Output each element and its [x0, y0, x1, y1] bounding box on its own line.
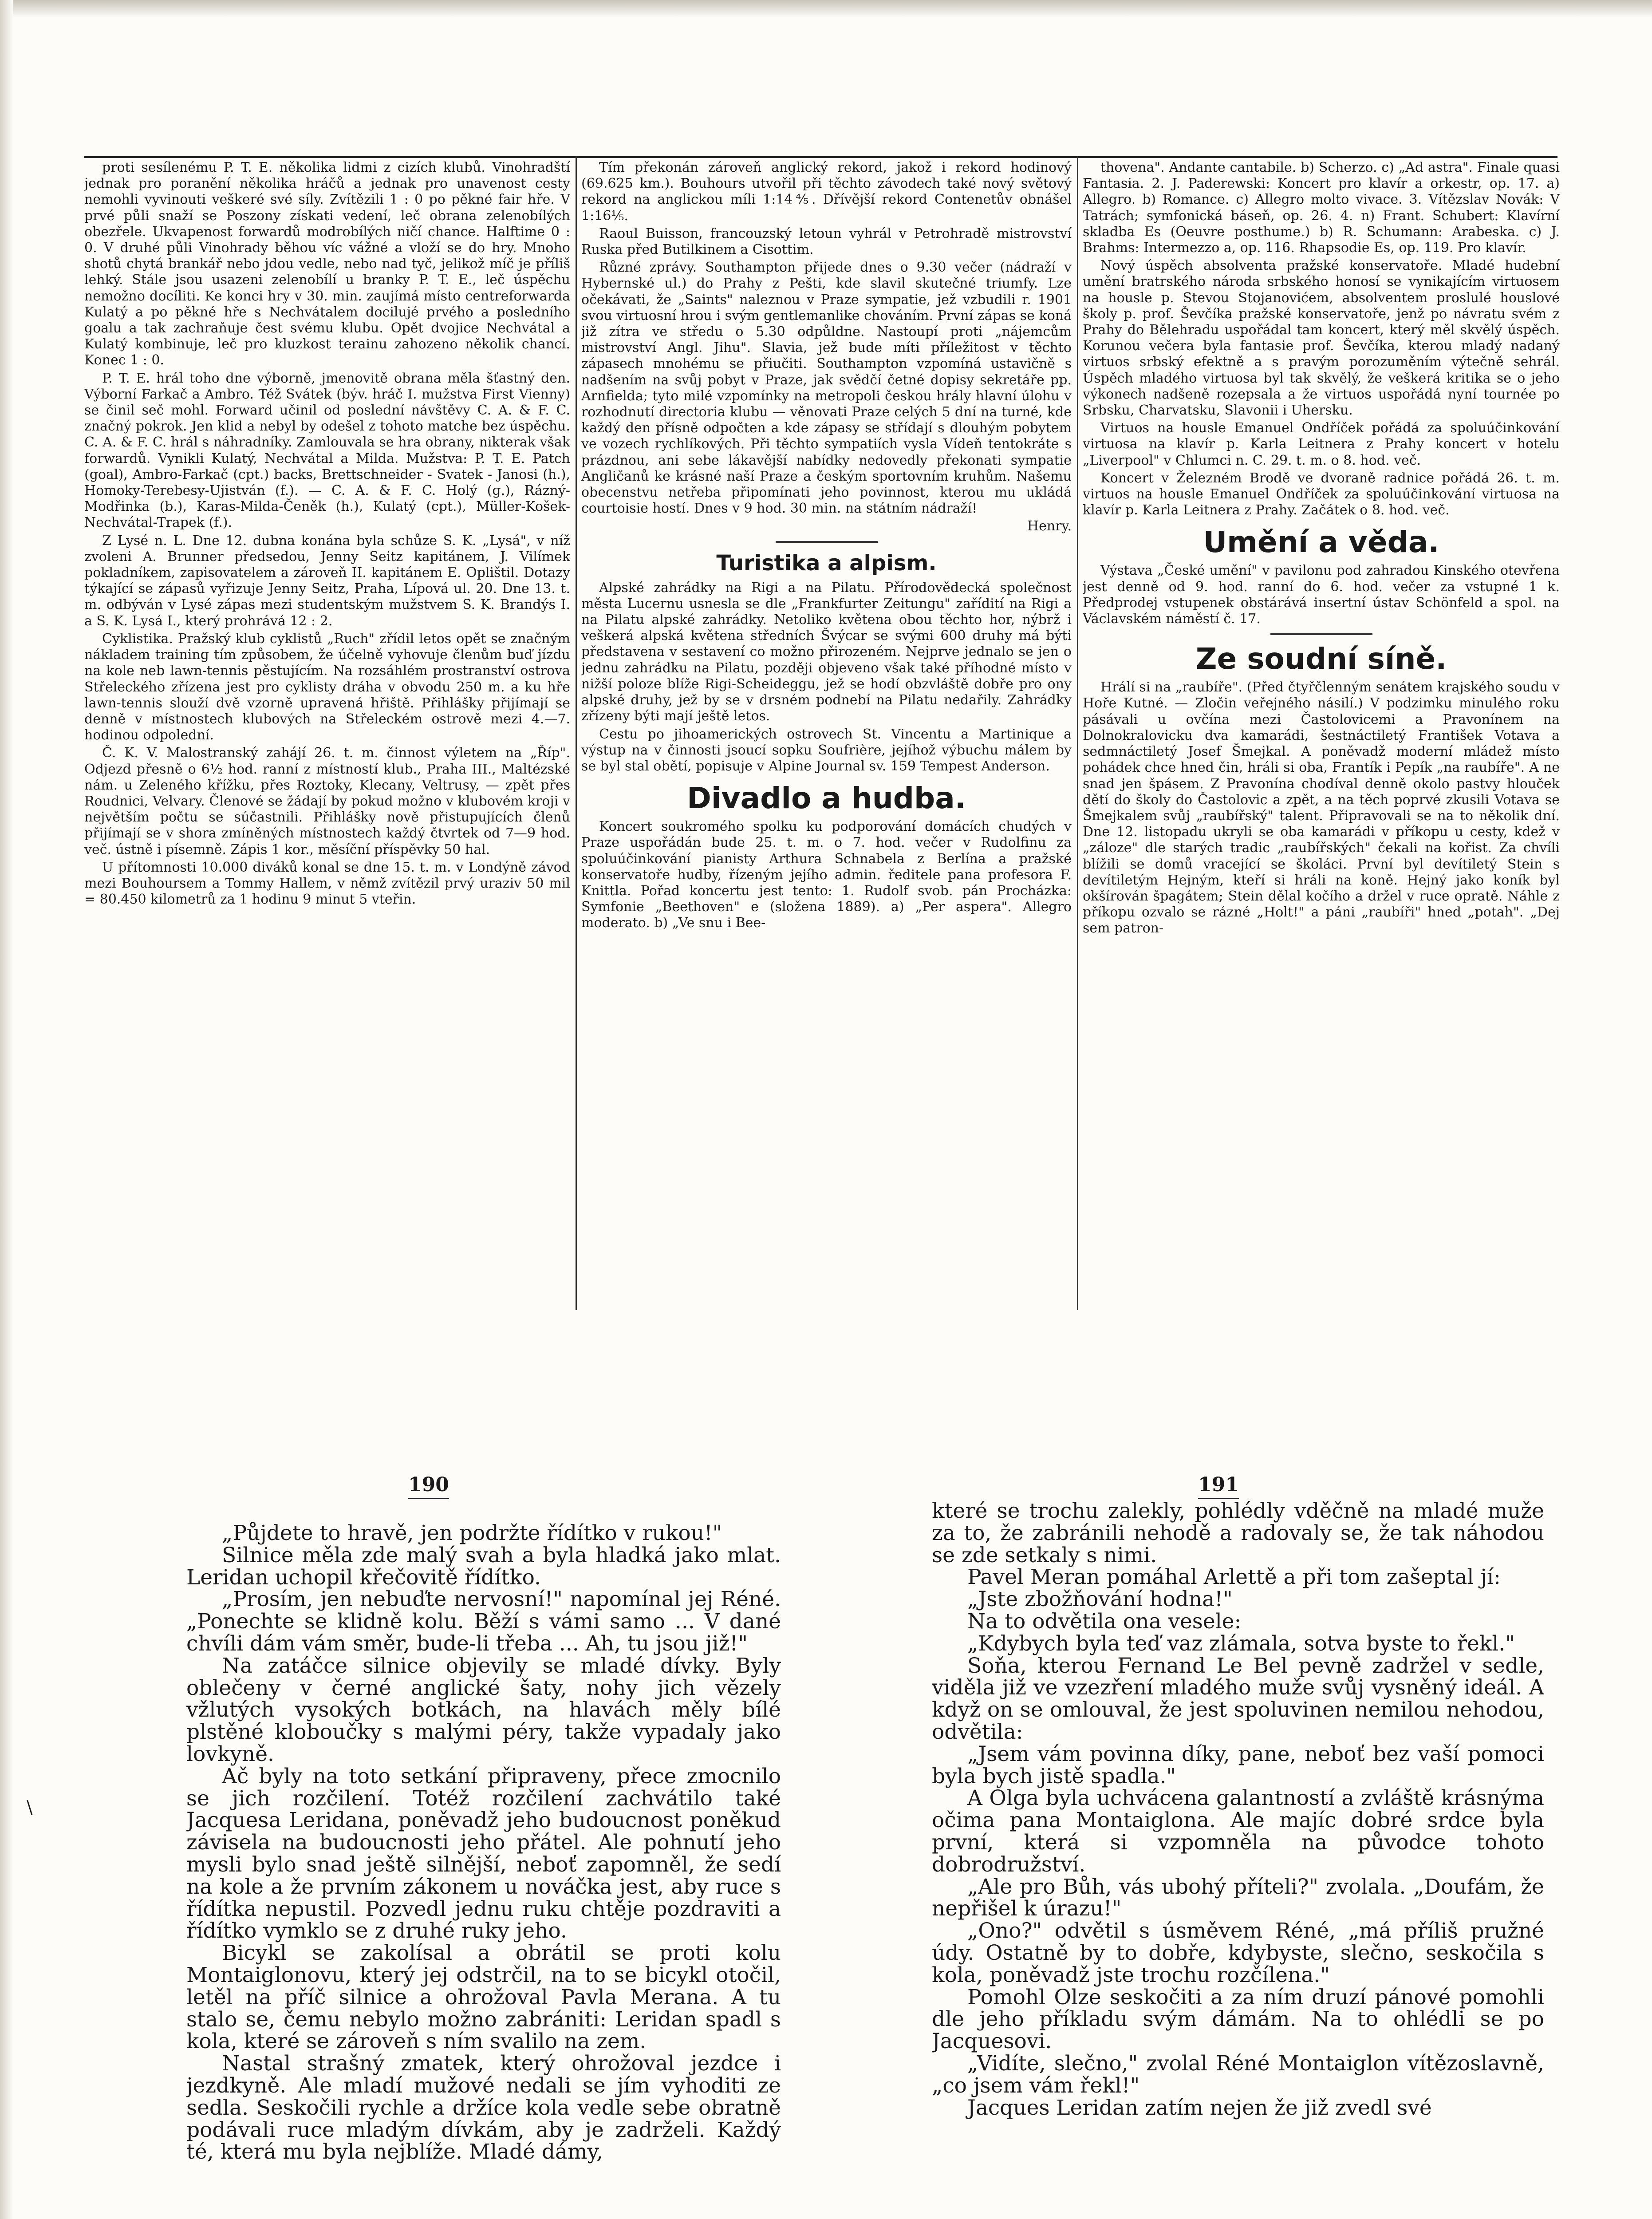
novel-paragraph: „Jste zbožňování hodna!": [967, 1587, 1233, 1612]
novel-paragraph: Ač byly na toto setkání připraveny, přece zmocnilo se jich rozčilení. Totéž rozčilení zachvátilo také Jacquesa Leridana, poněvadž jeho budoucnost poněkud závisela na budoucnosti jeho přátel. Ale pohnutí jeho mysli bylo snad ještě silnější, neboť zapomněl, že sedí na kole a že prvním zákonem u nováčka jest, aby ruce s řídítka nepustil. Pozvedl jednu ruku chtěje pozdraviti a řídítko vymklo se z druhé ruky jeho.: [186, 1764, 781, 1943]
page-number-text: 190: [408, 1473, 449, 1496]
novel-paragraph: „Jsem vám povinna díky, pane, neboť bez vaší pomoci byla bych jistě spadla.": [932, 1741, 1544, 1789]
novel-paragraph: Na to odvětila ona vesele:: [967, 1609, 1242, 1634]
novel-paragraph: „Ale pro Bůh, vás ubohý příteli?" zvolala. „Doufám, že nepřišel k úrazu!": [932, 1874, 1544, 1921]
page-number-rule: [1198, 1496, 1239, 1499]
novel-paragraph: A Olga byla uchvácena galantností a zvláště krásnýma očima pana Montaiglona. Ale majíc dobré srdce byla první, která si vzpomněla na původce tohoto dobrodružství.: [932, 1786, 1544, 1877]
margin-mark: \: [27, 1797, 33, 1818]
news-column-1: [84, 160, 570, 1309]
section-divider: [1270, 633, 1372, 635]
news-signature: Henry.: [1027, 518, 1072, 534]
novel-paragraph: „Ono?" odvětil s úsměvem Réné, „má příliš pružné údy. Ostatně by to dobře, kdybyste, slečno, seskočila s kola, poněvadž jste trochu rozčílena.": [932, 1919, 1544, 1987]
news-paragraph: Nový úspěch absolventa pražské konservatoře. Mladé hudební umění bratrského národa srbského honosí se vynikajícím virtuosem na housle p. Stevou Stojanovićem, absolventem proslulé houslové školy p. prof. Ševčíka pražské konservatoře, jenž po návratu svém z Prahy do Bělehradu uspořádal tam koncert, který měl skvělý úspěch. Korunou večera byla fantasie prof. Ševčíka, kterou mladý nadaný virtuos srbský efektně a s pravým porozuměním výtečně sehrál. Úspěch mladého virtuosa byl tak skvělý, že veškerá kritika se o jeho výkonech nadšeně rozepsala a že virtuos uspořádá nyní tournée po Srbsku, Charvatsku, Slavonii i Uhersku.: [1083, 258, 1560, 419]
news-paragraph: thovena". Andante cantabile. b) Scherzo. c) „Ad astra". Finale quasi Fantasia. 2. J. Paderewski: Koncert pro klavír a orkestr, op. 17. a) Allegro. b) Romance. c) Allegro molto vivace. 3. Vítězslav Novák: V Tatrách; symfonická báseň, op. 26. 4. n) Frant. Schubert: Klavírní skladba Es (Oeuvre posthume.) b) R. Schumann: Arabeska. c) J. Brahms: Intermezzo a, op. 116. Rhapsodie Es, op. 119. Pro klavír.: [1083, 160, 1560, 256]
novel-paragraph: Jacques Leridan zatím nejen že již zvedl své: [967, 2095, 1432, 2120]
section-heading-soud: Ze soudní síně.: [1195, 642, 1447, 676]
news-paragraph: Alpské zahrádky na Rigi a na Pilatu. Přírodovědecká společnost města Lucernu usnesla se dle „Frankfurter Zeitungu" zařídití na Rigi a na Pilatu alpské zahrádky. Netolikо květena obou těchto hor, nýbrž i veškerá alpská květena středních Švýcar se svými 600 druhy má býti představena v sestavení co možno přirozeném. Nejprve jednalo se jen o jednu zahrádku na Pilatu, později objeveno však také příhodné místo v nižší poloze blíže Rigi-Scheideggu, jež se hodí obzvláště dobře pro ony alpské druhy, jež by se v drsném podnebí na Pilatu nedařily. Zahrádky zřízeny býti mají ještě letos.: [581, 580, 1072, 724]
novel-paragraph: které se trochu zalekly, pohlédly vděčně na mladé muže za to, že zabránili nehodě a radovaly se, že tak náhodou se zde setkaly s nimi.: [932, 1500, 1544, 1568]
header-rule: [84, 156, 1557, 158]
novel-paragraph: Pomohl Olze seskočiti a za ním druzí pánové pomohli dle jeho příkladu svým dámám. Na to ohlédli se po Jacquesovi.: [932, 1985, 1544, 2054]
novel-paragraph: Na zatáčce silnice objevily se mladé dívky. Byly oblečeny v černé anglické šaty, nohy jich vězely vžlutých vysokých botkách, na hlavách měly bílé plstěné kloboučky s malými péry, takže vypadaly jako lovkyně.: [186, 1653, 781, 1766]
news-paragraph: U přítomnosti 10.000 diváků konal se dne 15. t. m. v Londýně závod mezi Bouhoursem a Tommy Hallem, v němž zvítězil prvý uraziv 50 mil = 80.450 kilometrů za 1 hodinu 9 minut 5 vteřin.: [84, 859, 570, 908]
novel-paragraph: „Půjdete to hravě, jen podržte řídítko v rukou!": [222, 1522, 722, 1545]
novel-paragraph: Soňa, kterou Fernand Le Bel pevně zadržel v sedle, viděla již ve vzezření mladého muže svůj vysněný ideál. A když on se omlouval, že jest spoluvinen nemilou nehodou, odvětila:: [932, 1653, 1544, 1744]
news-paragraph: Cestu po jihoamerických ostrovech St. Vincentu a Martinique a výstup na v činnosti jsoucí sopku Soufrière, jejíhož výbuchu málem by se byl stal obětí, popisuje v Alpine Journal sv. 159 Tempest Anderson.: [581, 726, 1072, 774]
news-column-3: [1083, 160, 1560, 1309]
news-paragraph: Různé zprávy. Southampton přijede dnes o 9.30 večer (nádraží v Hybernské ul.) do Prahy z Pešti, kde slavil skutečné triumfy. Lze očekávati, že „Saints" naleznou v Praze sympatie, jež vzbudili r. 1901 svou virtuosní hrou i svým gentlemanlike chováním. První zápas se koná již zítra ve středu o 5.30 odpůldne. Nastoupí proti „nájemcům mistrovství Angl. Jihu". Slavia, jež bude míti příležitost v těchto zápasech mnohému se přiučiti. Southampton vzpomíná ustavičně s nadšením na svůj pobyt v Praze, jak svědčí četné dopisy sekretáře pp. Arnfielda; tyto milé vzpomínky na metropoli českou hrály hlavní úlohu v rozhodnutí directoria klubu — věnovati Praze celých 5 dní na turné, kde každý den přísně odpočten a kde zápasy se střídají s dlouhým pobytem ve vozech rychlíkových. Při těchto sympatiích vysla Vídeň tentokráte s prázdnou, ani sebe lákavější nabídky nedovedly překonati sympatie Angličanů ke krásné naší Praze a českým sportovním kruhům. Našemu obecenstvu netřeba připomínati jeho povinnost, kterou mu ukládá courtoisie hostí. Dnes v 9 hod. 30 min. na státním nádraží!: [581, 260, 1072, 517]
column-rule: [1077, 156, 1078, 1310]
news-paragraph: Výstava „České umění" v pavilonu pod zahradou Kinského otevřena jest denně od 9. hod. ranní do 6. hod. večer za vstupné 1 k. Předprodej vstupenek obstárává insertní ústav Schönfeld a spol. na Václavském náměstí č. 17.: [1083, 563, 1560, 627]
news-paragraph: Koncert v Železném Brodě ve dvoraně radnice pořádá 26. t. m. virtuos na housle Emanuel Ondříček za spoluúčinkování virtuosa na klavír p. Karla Leitnera z Prahy. Začátek o 8. hod. več.: [1083, 470, 1560, 518]
news-paragraph: Raoul Buisson, francouzský letoun vyhrál v Petrohradě mistrovství Ruska před Butilkinem a Cisottim.: [581, 225, 1072, 258]
news-paragraph: Č. K. V. Malostranský zahájí 26. t. m. činnost výletem na „Říp". Odjezd přesně o 6½ hod. ranní z místností klub., Praha III., Maltézské nám. u Zeleného křížku, přes Roztoky, Klecany, Veltrusy, — zpět přes Roudnici, Velvary. Členové se žádají by pokud možno v klubovém kroji v největším počtu se súčastnili. Přihlášky nově přistupujících členů přijímají se v shora zmíněných místnostech každý čtvrtek od 7—9 hod. več. ústně i písemně. Zápis 1 kor., měsíční příspěvky 50 hal.: [84, 745, 570, 857]
section-heading-divadlo: Divadlo a hudba.: [687, 781, 966, 816]
page-number-text: 191: [1198, 1473, 1239, 1496]
column-rule: [576, 156, 577, 1310]
news-paragraph: P. T. E. hrál toho dne výborně, jmenovitě obrana měla šťastný den. Výborní Farkač a Ambro. Též Svátek (býv. hráč I. mužstva First Vienny) se činil seč mohl. Forward učinil od poslední návštěvy C. A. & F. C. značný pokrok. Jen klid a nebyl by odešel z tohoto matche bez úspěchu. C. A. & F. C. hrál s náhradníky. Zamlouvala se hra obrany, nikterak však forwardů. Vynikli Kulatý, Nechvátal a Milda. Mužstva: P. T. E. Patch (goal), Ambro-Farkač (cpt.) backs, Brettschneider - Svatek - Janosi (h.), Homoky-Terebesy-Ujistván (f.). — C. A. & F. C. Holý (g.), Rázný-Modřinka (b.), Karas-Milda-Čeněk (h.), Kulatý (cpt.), Müller-Košek-Nechvátal-Trapek (f.).: [84, 370, 570, 531]
novel-paragraph: Pavel Meran pomáhal Arlettě a při tom zašeptal jí:: [967, 1565, 1501, 1590]
news-paragraph: Hrálí si na „raubíře". (Před čtyřčlenným senátem krajského soudu v Hoře Kutné. — Zločin veřejného násilí.) V podzimku minulého roku pásávali u ovčína mezi Častolovicemi a Pravonínem na Dolnokralovicku dva kamarádi, šestnáctiletý František Votava a sedmnáctiletý Josef Šmejkal. A poněvadž moderní mládež místo pohádek chce hned čin, hráli si oba, Frantík i Pepík „na raubíře". A ne snad jen špásem. Z Pravonína chodíval denně okolo pastvy hlouček dětí do školy do Častolovic a zpět, a na těch poprvé zkusili Votava se Šmejkalem svůj „raubířský" talent. Připravovali se na to několik dní. Dne 12. listopadu ukryli se oba kamarádi v příkopu u cesty, kdež v „záloze" dle starých tradic „raubířských" čekali na kořist. Za chvíli blížili se domů vracející se školáci. První byl devítiletý Stein s devítiletým Hejným, kteří si hráli na koně. Hejný jako koník byl okšírován špagátem; Stein dělal kočího a držel v ruce opratě. Náhle z příkopu ozvalo se rázné „Holt!" a páni „raubíři" hned „potah". „Dej sem patron-: [1083, 679, 1560, 936]
section-heading-umeni: Umění a věda.: [1203, 525, 1439, 560]
novel-paragraph: Nastal strašný zmatek, který ohrožoval jezdce i jezdkyně. Ale mladí mužové nedali se jím vyhoditi ze sedla. Seskočili rychle a držíce kola vedle sebe obratně podávali ruce mladým dívkám, aby je zadrželi. Každý té, která mu byla nejblíže. Mladé dámy,: [186, 2051, 781, 2164]
novel-paragraph: „Prosím, jen nebuďte nervosní!" napomínal jej Réné. „Ponechte se klidně kolu. Běží s vámi samo ... V dané chvíli dám vám směr, bude-li třeba ... Ah, tu jsou již!": [186, 1587, 781, 1656]
novel-paragraph: Bicykl se zakolísal a obrátil se proti kolu Montaiglonovu, který jej odstrčil, na to se bicykl otočil, letěl na příč silnice a ohrožoval Pavla Merana. A tu stalo se, čemu nebylo možno zabrániti: Leridan spadl s kola, které se zároveň s ním svalilo na zem.: [186, 1941, 781, 2054]
page-number-left: [408, 1473, 449, 1499]
novel-paragraph: Silnice měla zde malý svah a byla hladká jako mlat. Leridan uchopil křečovitě řídítko.: [186, 1543, 781, 1590]
scan-top-edge: [0, 0, 1652, 18]
page-number-rule: [408, 1496, 449, 1499]
novel-paragraph: „Kdybych byla teď vaz zlámala, sotva byste to řekl.": [967, 1631, 1515, 1656]
section-divider: [776, 541, 878, 543]
news-column-2: [581, 160, 1072, 1309]
scan-left-edge: [0, 0, 13, 2219]
novel-paragraph: „Vidíte, slečno," zvolal Réné Montaiglon vítězoslavně, „co jsem vám řekl!": [932, 2051, 1544, 2098]
news-paragraph: proti sesílenému P. T. E. několika lidmi z cizích klubů. Vinohradští jednak pro poranění několika hráčů a jednak pro unavenost cesty nemohli vyvinouti veškeré své síly. Zvítězili 1 : 0 po pěkné fair hře. V prvé půli snaží se Poszony získati vedení, leč obrana zelenobílých obezřele. Ukvapenost forwardů modrobílých ničí chance. Halftime 0 : 0. V druhé půli Vinohrady běhou víc vážné a vloží se do hry. Mnoho shotů chytá brankář nebo jdou vedle, nebo nad tyč, jelikož míč je příliš lehký. Stále jsou usazeni zelenobílí u branky P. T. E., leč úspěchu nemožno docíliti. Ke konci hry v 30. min. zaujímá místo centreforwarda Kulatý a po pěkné hře s Nechvátalem docilujé prvého a posledního goalu a tak zachraňuje čest svému klubu. Opět dvojice Nechvátal a Kulatý kombinuje, leč pro kluzkost terainu zahozeno několik chancí. Konec 1 : 0.: [84, 160, 570, 368]
news-paragraph: Tím překonán zároveň anglický rekord, jakož i rekord hodinový (69.625 km.). Bouhours utvořil při těchto závodech také nový světový rekord na anglickou míli 1:14⅘. Dřívější rekord Contenetův obnášel 1:16⅕.: [581, 160, 1072, 224]
news-paragraph: Cyklistika. Pražský klub cyklistů „Ruch" zřídil letos opět se značným nákladem training tím způsobem, že účelně vyhovuje členům buď jízdu na kole neb lawn-tennis pěstujícím. Na rozsáhlém prostranství ostrova Střeleckého zřízena jest pro cyklisty dráha v obvodu 250 m. a ku hře lawn-tennis slouží dvě vzorně upravená hřiště. Přihlášky přijímají se denně v místnostech klubových na Střeleckém ostrově mezi 4.—7. hodinou odpolední.: [84, 631, 570, 743]
novel-column-left: [186, 1522, 781, 2219]
news-paragraph: Virtuos na housle Emanuel Ondříček pořádá za spoluúčinkování virtuosa na klavír p. Karla Leitnera z Prahy koncert v hotelu „Liverpool" v Chlumci n. C. 29. t. m. o 8. hod. več.: [1083, 420, 1560, 468]
page-number-right: [1198, 1473, 1239, 1499]
news-paragraph: Z Lysé n. L. Dne 12. dubna konána byla schůze S. K. „Lysá", v níž zvoleni A. Brunner předsedou, Jenny Seitz kapitánem, J. Vilímek pokladníkem, zapisovatelem a zároveň II. kapitánem E. Oplištil. Dotazy týkající se zápasů vyřizuje Jenny Seitz, Praha, Lípová ul. 20. Dne 13. t. m. odbýván v Lysé zápas mezi studentským mužstvem S. K. Brandýs I. a S. K. Lysá I., který prohrává 12 : 2.: [84, 533, 570, 629]
news-paragraph: Koncert soukromého spolku ku podporování domácích chudých v Praze uspořádán bude 25. t. m. o 7. hod. večer v Rudolfinu za spoluúčinkování pianisty Arthura Schnabela z Berlína a pražské konservatoře hudby, řízeným jejího admin. ředitele pana profesora F. Knittla. Pořad koncertu jest tento: 1. Rudolf svob. pán Procházka: Symfonie „Beethoven" e (složena 1889). a) „Per aspera". Allegro moderato. b) „Ve snu i Bee-: [581, 819, 1072, 931]
novel-column-right: [932, 1500, 1544, 2219]
section-heading-turistika: Turistika a alpism.: [716, 550, 937, 576]
